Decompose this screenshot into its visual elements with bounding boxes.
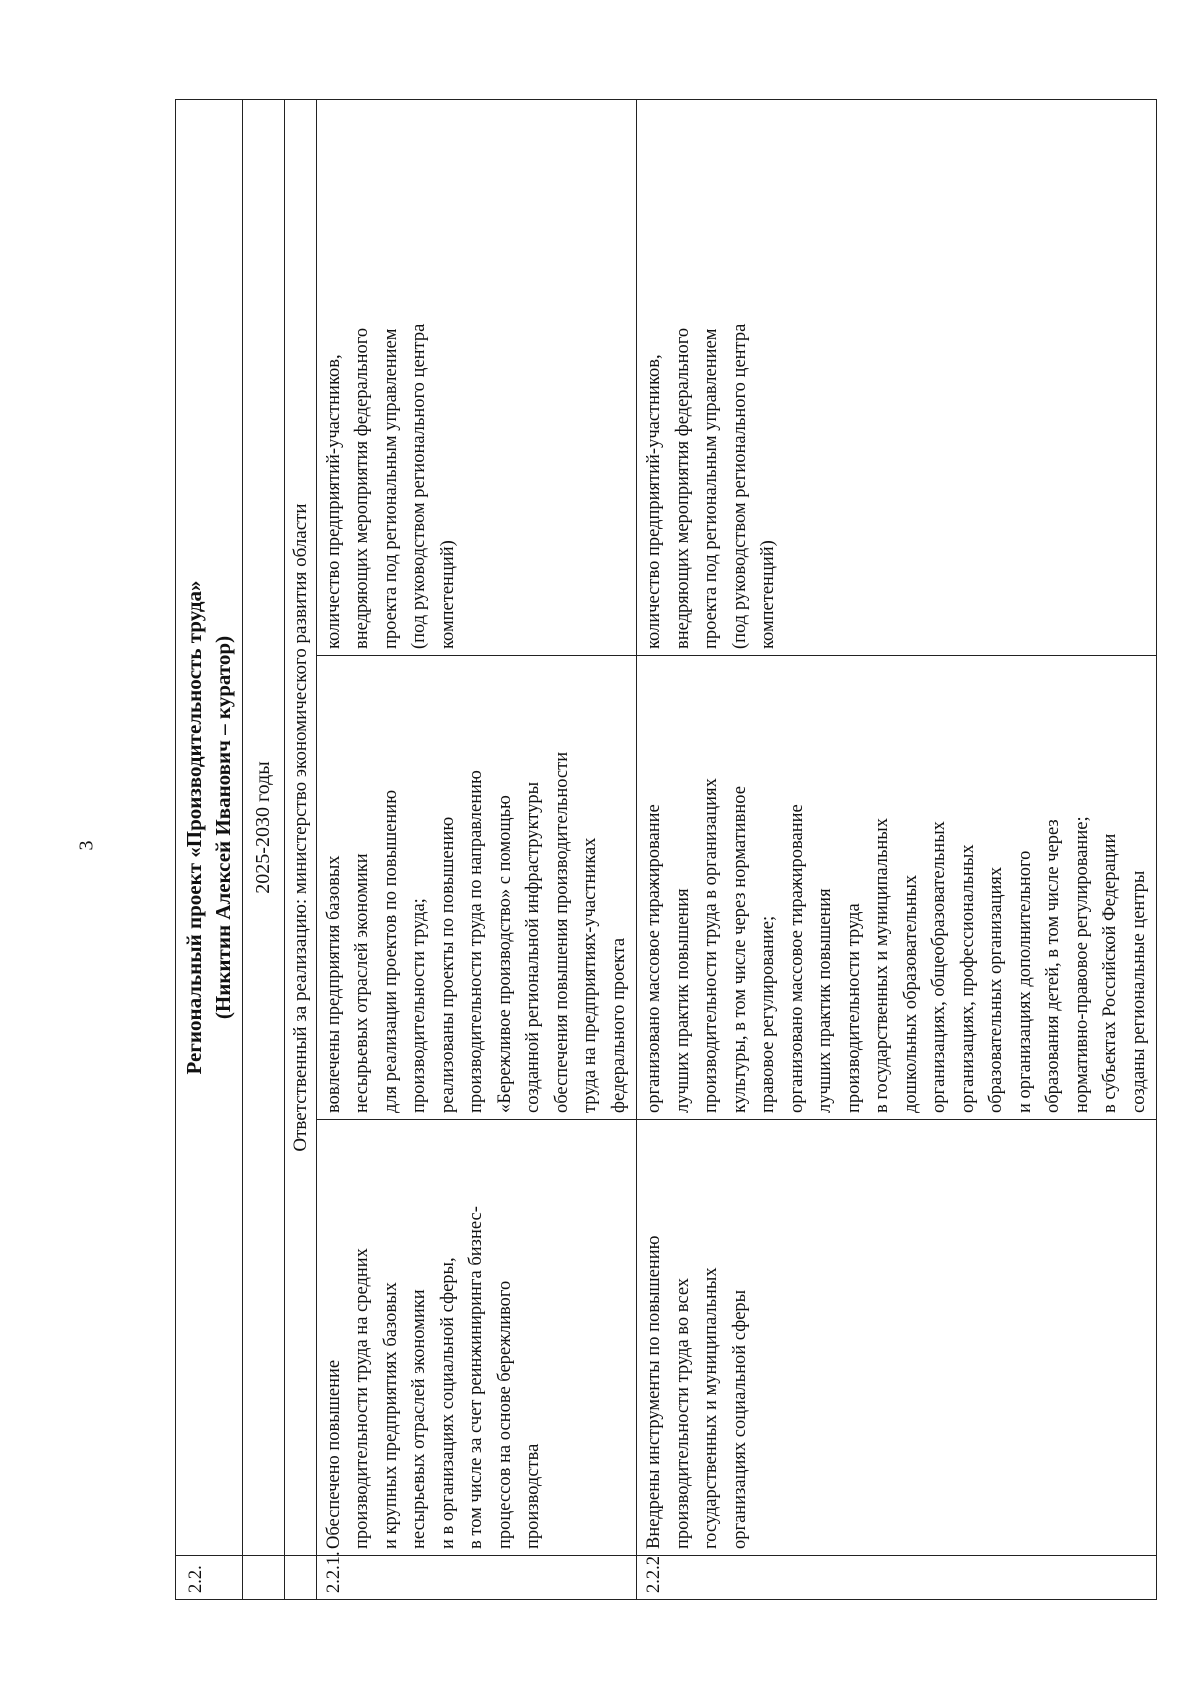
- task-cell: [637, 1120, 1157, 1556]
- text-line: производительности труда во всех: [672, 1277, 693, 1549]
- section-header-row: [176, 100, 243, 1600]
- responsible: Ответственный за реализацию: министерство экономического развития области: [284, 100, 316, 1556]
- section-title: [176, 100, 243, 1556]
- text-line: процессов на основе бережливого: [494, 1280, 515, 1549]
- text-line: обеспечения повышения производительности: [551, 751, 572, 1113]
- text-line: внедряющих мероприятия федерального: [672, 327, 693, 649]
- text-line: несырьевых отраслей экономики: [352, 853, 372, 1113]
- text-line: лучших практик повышения: [815, 888, 835, 1113]
- section-title-line2: (Никитин Алексей Иванович – куратор): [211, 635, 235, 1020]
- responsible-row: [284, 100, 316, 1600]
- text-line: (под руководством регионального центра: [729, 323, 750, 649]
- text-line: труда на предприятиях-участниках: [580, 837, 600, 1113]
- text-line: компетенций): [758, 540, 778, 649]
- text-line: производительности труда: [843, 903, 864, 1113]
- text-line: организациях, профессиональных: [957, 844, 978, 1113]
- text-line: в том числе за счет реинжиниринга бизнес-: [466, 1206, 486, 1549]
- text-line: созданы региональные центры: [1128, 870, 1149, 1113]
- text-line: нормативно-правовое регулирование;: [1071, 816, 1092, 1113]
- task-cell: [316, 1120, 637, 1556]
- text-line: дошкольных образовательных: [900, 874, 921, 1113]
- empty-cell: [284, 1556, 316, 1600]
- text-line: количество предприятий-участников,: [644, 354, 664, 649]
- period: 2025-2030 годы: [243, 100, 285, 1556]
- rotated-table-container: [175, 100, 1149, 1600]
- text-line: производства: [523, 1443, 543, 1549]
- text-line: и крупных предприятиях базовых: [380, 1282, 401, 1549]
- text-line: производительности труда на средних: [352, 1248, 372, 1549]
- row-number: 2.2.2: [637, 1556, 1157, 1600]
- text-line: и в организациях социальной сферы,: [437, 1257, 458, 1549]
- text-line: (под руководством регионального центра: [409, 323, 429, 649]
- text-line: внедряющих мероприятия федерального: [352, 327, 372, 649]
- text-line: производительности труда в организациях: [701, 778, 721, 1113]
- text-line: Обеспечено повышение: [323, 1359, 344, 1549]
- section-title-line1: Региональный проект «Производительность труда»: [182, 580, 206, 1075]
- text-line: в государственных и муниципальных: [872, 818, 892, 1113]
- text-line: производительности труда по направлению: [466, 770, 486, 1113]
- text-line: вовлечены предприятия базовых: [323, 855, 344, 1113]
- text-line: для реализации проектов по повышению: [380, 789, 401, 1113]
- text-line: организациях социальной сферы: [729, 1289, 750, 1549]
- text-line: проекта под региональным управлением: [380, 328, 401, 649]
- indicator-cell: [637, 100, 1157, 656]
- text-line: и организациях дополнительного: [1014, 850, 1035, 1113]
- text-line: образования детей, в том числе через: [1043, 819, 1063, 1113]
- text-line: реализованы проекты по повышению: [437, 816, 458, 1113]
- section-number: 2.2.: [176, 1556, 243, 1600]
- table-row: [316, 100, 637, 1600]
- text-line: организовано массовое тиражирование: [644, 804, 664, 1113]
- text-line: культуры, в том числе через нормативное: [729, 786, 750, 1113]
- indicator-cell: [316, 100, 637, 656]
- text-line: Внедрены инструменты по повышению: [644, 1235, 664, 1549]
- text-line: правовое регулирование;: [758, 915, 778, 1113]
- text-line: государственных и муниципальных: [701, 1267, 721, 1549]
- text-line: «Бережливое производство» с помощью: [494, 795, 515, 1113]
- page-number: 3: [75, 840, 98, 851]
- text-line: организациях, общеобразовательных: [929, 821, 949, 1113]
- text-line: компетенций): [437, 540, 458, 649]
- text-line: лучших практик повышения: [672, 888, 693, 1113]
- text-line: созданной региональной инфраструктуры: [523, 782, 543, 1113]
- text-line: количество предприятий-участников,: [323, 354, 344, 649]
- text-line: проекта под региональным управлением: [701, 328, 721, 649]
- empty-cell: [243, 1556, 285, 1600]
- text-line: образовательных организациях: [986, 866, 1006, 1113]
- result-cell: [637, 656, 1157, 1120]
- row-number: 2.2.1.: [316, 1556, 637, 1600]
- result-cell: [316, 656, 637, 1120]
- table-row: [637, 100, 1157, 1600]
- text-line: организовано массовое тиражирование: [786, 804, 807, 1113]
- text-line: федерального проекта: [608, 937, 629, 1113]
- period-row: [243, 100, 285, 1600]
- text-line: производительности труда;: [409, 898, 429, 1113]
- text-line: несырьевых отраслей экономики: [409, 1289, 429, 1549]
- text-line: в субъектах Российской Федерации: [1100, 833, 1120, 1113]
- project-table: [175, 99, 1157, 1600]
